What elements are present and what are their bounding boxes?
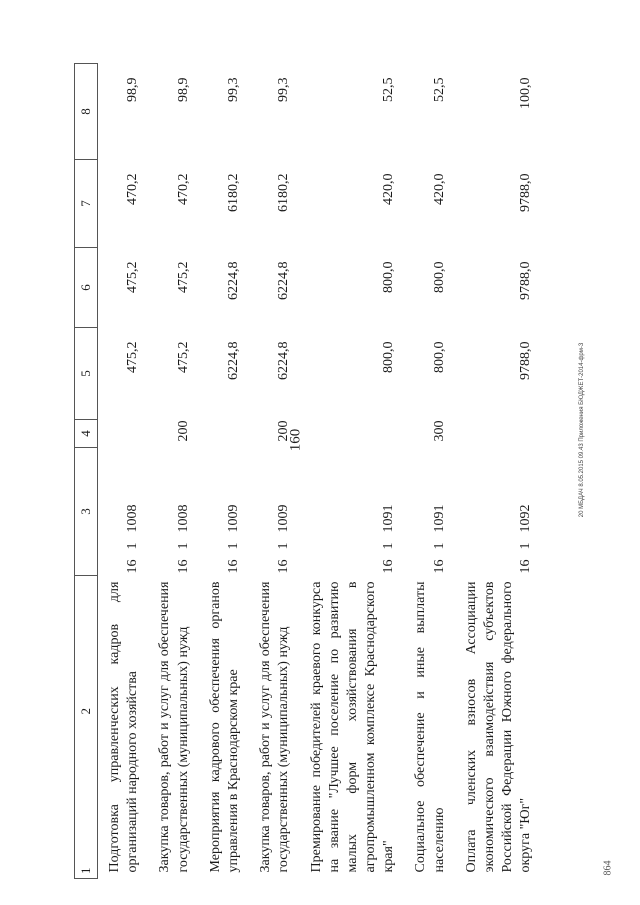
- code-part-1: 16: [381, 559, 397, 574]
- row-vr: [455, 420, 542, 448]
- row-value-7: 420,0: [381, 173, 397, 205]
- code-part-2: 1: [381, 542, 397, 550]
- table-row: [249, 64, 299, 879]
- row-value-6: 475,2: [175, 261, 191, 293]
- row-code: [404, 448, 454, 576]
- code-part-3: 1092: [518, 504, 534, 533]
- row-value-7: 6180,2: [225, 173, 241, 212]
- row-vr: [300, 420, 405, 448]
- row-value-6: 800,0: [431, 261, 447, 293]
- row-value-5: 6224,8: [276, 341, 292, 380]
- row-value-7: 470,2: [175, 173, 191, 205]
- row-description: Премирование победителей краевого конкурса на звание "Лучшее поселение по развитию малых форм хозяйствования в агропромышленном комплексе Краснодарского края": [308, 581, 397, 873]
- code-part-2: 1: [431, 542, 447, 550]
- header-col-3: 3: [75, 448, 98, 576]
- row-value-5: 475,2: [175, 341, 191, 373]
- row-value-6: 6224,8: [225, 261, 241, 300]
- row-value-6: 800,0: [381, 261, 397, 293]
- table-row: [148, 64, 198, 879]
- header-col-6: 6: [75, 248, 98, 328]
- code-part-2: 1: [225, 542, 241, 550]
- page-number-text: 160: [287, 428, 304, 452]
- row-vr: 200: [276, 420, 292, 442]
- code-part-1: 16: [276, 559, 292, 574]
- row-value-8: 52,5: [381, 77, 397, 102]
- row-description: Мероприятия кадрового обеспечения органов управления в Краснодарском крае: [207, 581, 241, 873]
- budget-table-container: [74, 64, 563, 879]
- code-part-3: 1009: [276, 504, 292, 533]
- row-value-7: 9788,0: [518, 173, 534, 212]
- code-part-3: 1091: [381, 504, 397, 533]
- code-part-3: 1008: [125, 504, 141, 533]
- row-value-8: 99,3: [225, 77, 241, 102]
- code-part-1: 16: [225, 559, 241, 574]
- row-value-5: 6224,8: [225, 341, 241, 380]
- row-value-6: 9788,0: [518, 261, 534, 300]
- row-value-6: 6224,8: [276, 261, 292, 300]
- table-row: [404, 64, 454, 879]
- code-part-2: 1: [518, 542, 534, 550]
- header-col-4: 4: [75, 420, 98, 448]
- code-part-2: 1: [175, 542, 191, 550]
- code-part-2: 1: [125, 542, 141, 550]
- table-row: [98, 64, 149, 879]
- row-value-7: 470,2: [125, 173, 141, 205]
- row-value-8: 52,5: [431, 77, 447, 102]
- row-value-5: 800,0: [381, 341, 397, 373]
- code-part-3: 1009: [225, 504, 241, 533]
- row-code: [98, 448, 149, 576]
- row-description: Социальное обеспечение и иные выплаты населению: [413, 581, 447, 873]
- row-code: [249, 448, 299, 576]
- table-row: [455, 64, 542, 879]
- code-part-3: 1008: [175, 504, 191, 533]
- row-vr: 200: [175, 420, 191, 442]
- header-col-1-label: 1: [77, 867, 93, 874]
- row-description: Закупка товаров, работ и услуг для обеспечения государственных (муниципальных) нужд: [157, 581, 191, 873]
- code-part-3: 1091: [431, 504, 447, 533]
- header-col-8: 8: [75, 64, 98, 160]
- row-value-5: 800,0: [431, 341, 447, 373]
- row-value-6: 475,2: [125, 261, 141, 293]
- row-value-8: 98,9: [175, 77, 191, 102]
- header-col-2-label: 2: [77, 708, 93, 715]
- row-code: [300, 448, 405, 576]
- row-description: Закупка товаров, работ и услуг для обеспечения государственных (муниципальных) нужд: [258, 581, 292, 873]
- code-part-1: 16: [431, 559, 447, 574]
- corner-mark-text: 864: [602, 860, 614, 876]
- header-col-1: [75, 576, 98, 879]
- header-col-7: 7: [75, 160, 98, 248]
- row-vr: [199, 420, 249, 448]
- code-part-1: 16: [175, 559, 191, 574]
- row-vr: [98, 420, 149, 448]
- row-value-8: 99,3: [276, 77, 292, 102]
- row-code: [199, 448, 249, 576]
- code-part-1: 16: [518, 559, 534, 574]
- table-row: [300, 64, 405, 879]
- row-description: Подготовка управленческих кадров для организаций народного хозяйства: [107, 581, 141, 873]
- row-value-8: 98,9: [125, 77, 141, 102]
- row-code: [455, 448, 542, 576]
- code-part-2: 1: [276, 542, 292, 550]
- budget-table: [74, 63, 542, 879]
- row-value-7: 420,0: [431, 173, 447, 205]
- row-value-5: 9788,0: [518, 341, 534, 380]
- header-row: [75, 64, 98, 879]
- row-value-5: 475,2: [125, 341, 141, 373]
- row-value-7: 6180,2: [276, 173, 292, 212]
- row-description: Оплата членских взносов Ассоциации экономического взаимодействия субъектов Российской Федерации Южного федерального округа "Юг": [463, 581, 534, 873]
- code-part-1: 16: [125, 559, 141, 574]
- table-row: [199, 64, 249, 879]
- header-col-5: 5: [75, 328, 98, 420]
- side-note-text: 20 МБДАЧ 8.05.2015 09.43 Приложения БЮДЖЕТ-2014-фрм-3: [579, 342, 585, 518]
- row-value-8: 100,0: [518, 77, 534, 109]
- row-code: [148, 448, 198, 576]
- row-vr: 300: [431, 420, 447, 442]
